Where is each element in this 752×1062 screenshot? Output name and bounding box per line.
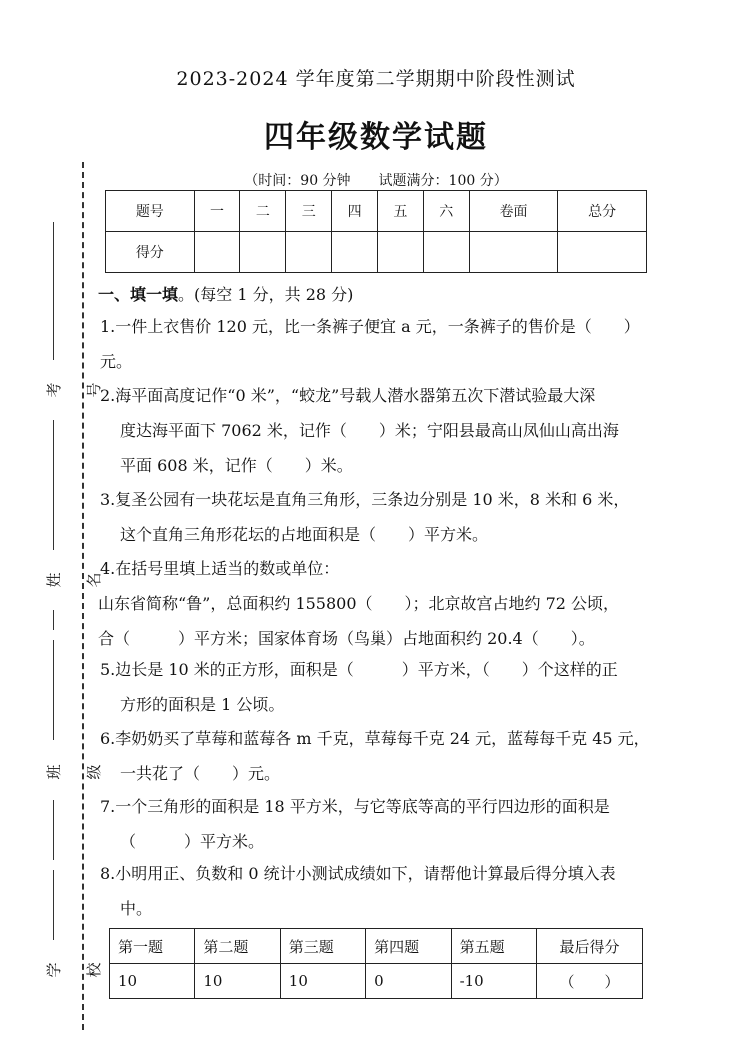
side-field-rule bbox=[53, 420, 54, 550]
question-line: 4.在括号里填上适当的数或单位： bbox=[100, 559, 340, 578]
table-cell: 题号 bbox=[106, 191, 195, 232]
table-cell: 总分 bbox=[558, 191, 647, 232]
question-line: 这个直角三角形花坛的占地面积是（ ）平方米。 bbox=[120, 525, 489, 544]
side-field-name bbox=[34, 420, 103, 630]
question-line: 合（ ）平方米；国家体育场（鸟巢）占地面积约 20.4（ ）。 bbox=[98, 629, 595, 648]
question-line: 元。 bbox=[100, 352, 133, 371]
question-4 bbox=[100, 551, 660, 656]
table-cell: 六 bbox=[423, 191, 469, 232]
table-cell: 四 bbox=[332, 191, 378, 232]
score-table bbox=[105, 190, 647, 273]
table-header-cell: 最后得分 bbox=[536, 929, 642, 964]
side-label-school: 学校 bbox=[45, 962, 103, 978]
table-cell: 一 bbox=[194, 191, 240, 232]
table-cell: 卷面 bbox=[469, 191, 558, 232]
question-line: （ ）平方米。 bbox=[120, 832, 265, 851]
question-5 bbox=[100, 652, 660, 722]
question-line: 方形的面积是 1 公顷。 bbox=[120, 695, 285, 714]
answer-blank-cell[interactable]: （ ） bbox=[536, 964, 642, 999]
question-line: 山东省简称“鲁”，总面积约 155800（ ）；北京故宫占地约 72 公顷， bbox=[98, 594, 620, 613]
score-input-cell[interactable] bbox=[240, 232, 286, 273]
table-header-cell: 第一题 bbox=[110, 929, 195, 964]
table-row bbox=[106, 232, 647, 273]
section-title-label: 一、填一填 bbox=[98, 285, 179, 304]
side-field-exam-number bbox=[34, 222, 103, 432]
table-cell: 0 bbox=[366, 964, 451, 999]
table-cell: 10 bbox=[195, 964, 280, 999]
side-field-class bbox=[34, 640, 103, 840]
table-header-cell: 第五题 bbox=[451, 929, 536, 964]
side-label-exam-number: 考号 bbox=[45, 382, 103, 398]
table-row bbox=[110, 929, 643, 964]
section-title-note: 。(每空 1 分，共 28 分) bbox=[178, 285, 354, 304]
side-field-school bbox=[34, 850, 103, 1030]
section-title bbox=[98, 282, 353, 305]
table-cell: -10 bbox=[451, 964, 536, 999]
table-cell: 10 bbox=[110, 964, 195, 999]
question-3 bbox=[100, 482, 660, 552]
question-line: 1.一件上衣售价 120 元，比一条裤子便宜 a 元，一条裤子的售价是（ ） bbox=[100, 317, 640, 336]
table-header-cell: 第二题 bbox=[195, 929, 280, 964]
question-1 bbox=[100, 309, 660, 379]
question-line: 中。 bbox=[120, 899, 153, 918]
table-header-cell: 第四题 bbox=[366, 929, 451, 964]
table-cell: 得分 bbox=[106, 232, 195, 273]
table-header-cell: 第三题 bbox=[280, 929, 365, 964]
question-line: 平面 608 米，记作（ ）米。 bbox=[120, 456, 353, 475]
question-line: 3.复圣公园有一块花坛是直角三角形，三条边分别是 10 米，8 米和 6 米， bbox=[100, 490, 630, 509]
side-field-rule bbox=[53, 222, 54, 360]
result-table bbox=[109, 928, 643, 999]
side-field-rule bbox=[53, 640, 54, 740]
side-field-rule bbox=[53, 610, 54, 630]
score-input-cell[interactable] bbox=[286, 232, 332, 273]
table-cell: 二 bbox=[240, 191, 286, 232]
page-title: 四年级数学试题 bbox=[264, 120, 488, 155]
question-line: 8.小明用正、负数和 0 统计小测试成绩如下，请帮他计算最后得分填入表 bbox=[100, 864, 616, 883]
question-6 bbox=[100, 721, 660, 791]
question-line: 一共花了（ ）元。 bbox=[120, 764, 281, 783]
question-7 bbox=[100, 789, 660, 859]
side-field-rule bbox=[53, 870, 54, 940]
score-input-cell[interactable] bbox=[423, 232, 469, 273]
question-line: 度达海平面下 7062 米，记作（ ）米；宁阳县最高山凤仙山高出海 bbox=[120, 421, 619, 440]
table-row bbox=[110, 964, 643, 999]
question-line: 6.李奶奶买了草莓和蓝莓各 m 千克，草莓每千克 24 元，蓝莓每千克 45 元， bbox=[100, 729, 650, 748]
score-input-cell[interactable] bbox=[558, 232, 647, 273]
exam-header: 2023-2024 学年度第二学期期中阶段性测试 bbox=[176, 68, 576, 90]
question-line: 7.一个三角形的面积是 18 平方米，与它等底等高的平行四边形的面积是 bbox=[100, 797, 610, 816]
score-input-cell[interactable] bbox=[469, 232, 558, 273]
exam-subtitle: （时间：90 分钟 试题满分：100 分） bbox=[244, 173, 508, 189]
side-label-name: 姓名 bbox=[45, 572, 103, 588]
table-row bbox=[106, 191, 647, 232]
question-8 bbox=[100, 856, 660, 926]
binding-dashed-line bbox=[82, 162, 84, 1030]
question-line: 2.海平面高度记作“0 米”，“蛟龙”号载人潜水器第五次下潜试验最大深 bbox=[100, 386, 596, 405]
question-2 bbox=[100, 378, 660, 483]
score-input-cell[interactable] bbox=[332, 232, 378, 273]
question-line: 5.边长是 10 米的正方形，面积是（ ）平方米，（ ）个这样的正 bbox=[100, 660, 618, 679]
table-cell: 五 bbox=[378, 191, 424, 232]
side-label-class: 班级 bbox=[45, 764, 103, 780]
table-cell: 10 bbox=[280, 964, 365, 999]
score-input-cell[interactable] bbox=[194, 232, 240, 273]
score-input-cell[interactable] bbox=[378, 232, 424, 273]
table-cell: 三 bbox=[286, 191, 332, 232]
